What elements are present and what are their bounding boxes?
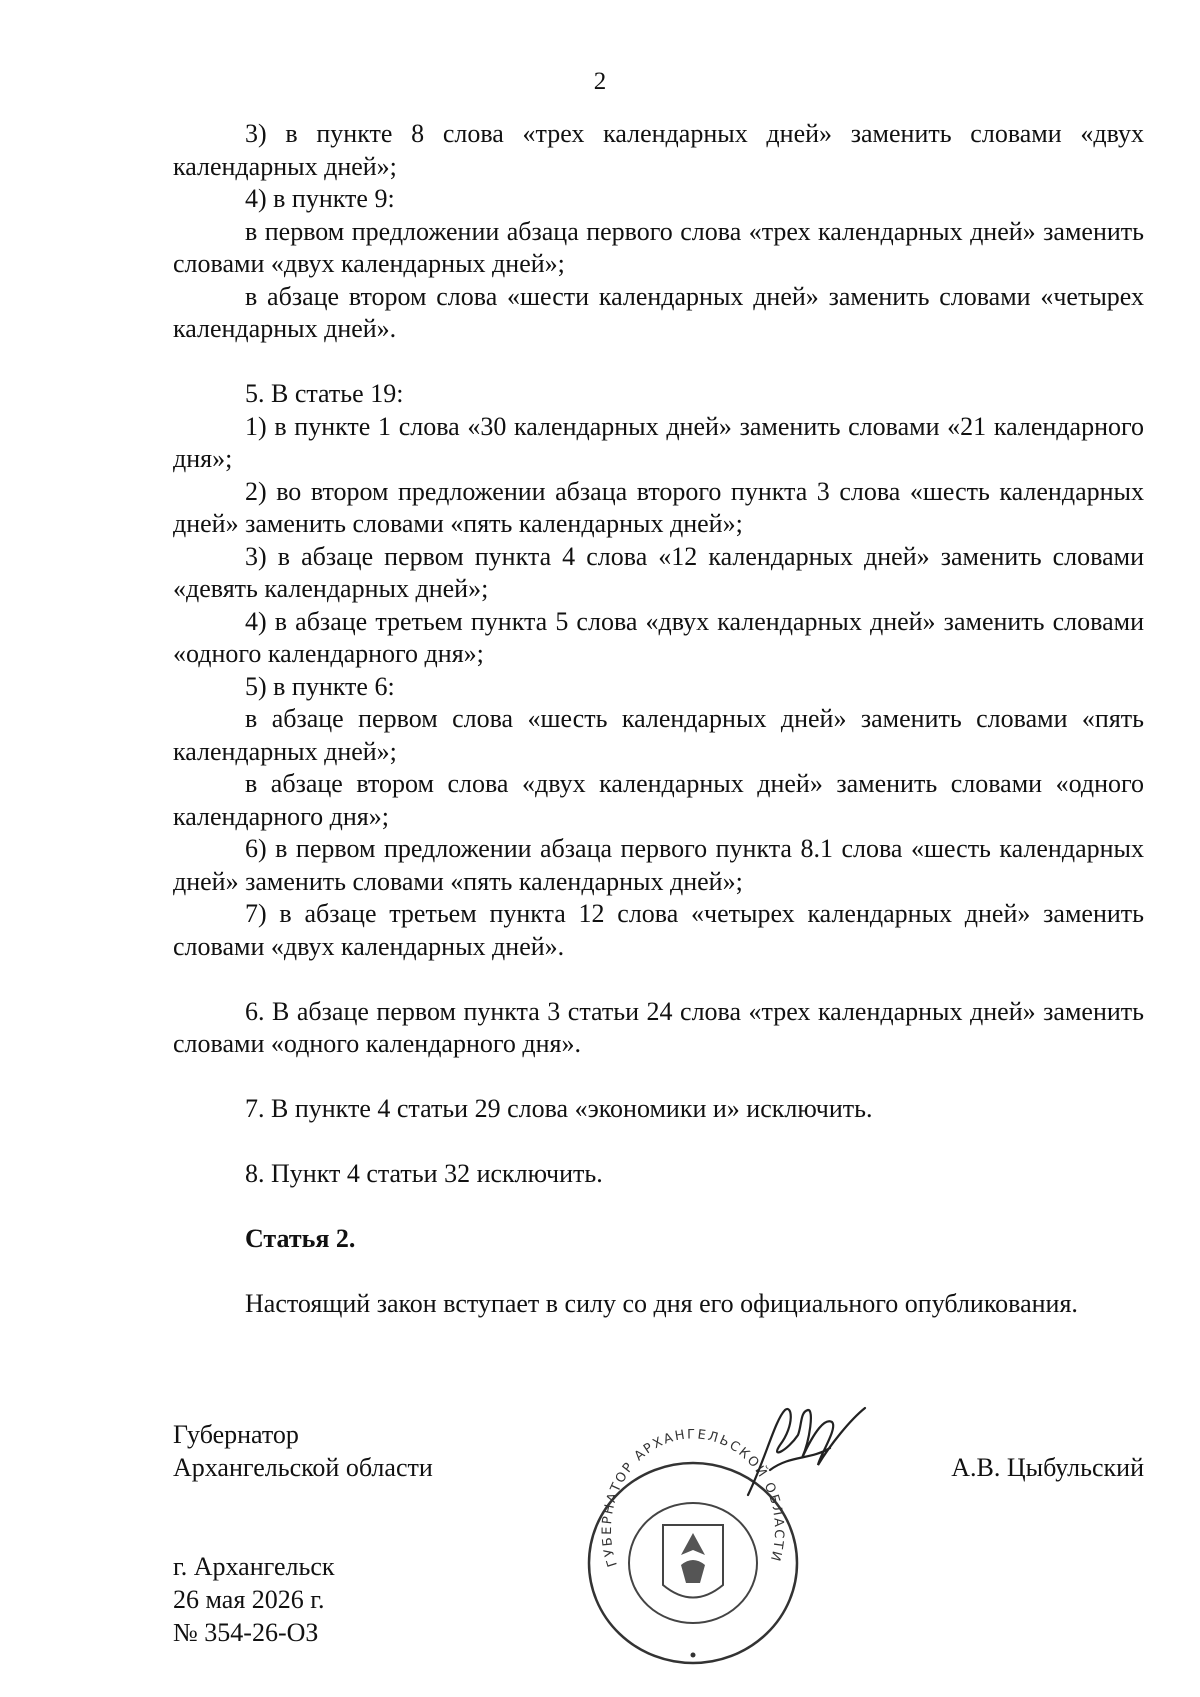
page-number: 2 <box>593 68 607 95</box>
paragraph: 7. В пункте 4 статьи 29 слова «экономики и» исключить. <box>245 1094 873 1123</box>
document-body <box>173 118 1144 1321</box>
document-date: 26 мая 2026 г. <box>173 1585 325 1614</box>
paragraph: в абзаце втором слова «двух календарных дней» заменить словами «одного календарного дня»; <box>173 769 1144 831</box>
paragraph: 6) в первом предложении абзаца первого пункта 8.1 слова «шесть календарных дней» заменить словами «пять календарных дней»; <box>173 834 1144 896</box>
signatory-title-line-1: Губернатор <box>173 1420 299 1449</box>
paragraph: 3) в пункте 8 слова «трех календарных дней» заменить словами «двух календарных дней»; <box>173 119 1144 181</box>
paragraph: 5) в пункте 6: <box>245 671 395 701</box>
paragraph: 2) во втором предложении абзаца второго пункта 3 слова «шесть календарных дней» заменить словами «пять календарных дней»; <box>173 476 1144 538</box>
paragraph: Настоящий закон вступает в силу со дня его официального опубликования. <box>245 1289 1078 1318</box>
paragraph: 7) в абзаце третьем пункта 12 слова «четырех календарных дней» заменить словами «двух календарных дней». <box>173 899 1144 961</box>
paragraph: 3) в абзаце первом пункта 4 слова «12 календарных дней» заменить словами «девять календарных дней»; <box>173 541 1144 603</box>
document-number: № 354-26-ОЗ <box>173 1618 319 1647</box>
paragraph: в абзаце втором слова «шести календарных дней» заменить словами «четырех календарных дней». <box>173 281 1144 343</box>
signatory-name: А.В. Цыбульский <box>951 1453 1144 1482</box>
paragraph: 5. В статье 19: <box>245 379 404 408</box>
signatory-title-line-2: Архангельской области <box>173 1453 433 1482</box>
paragraph: 1) в пункте 1 слова «30 календарных дней» заменить словами «21 календарного дня»; <box>173 411 1144 473</box>
paragraph: 4) в абзаце третьем пункта 5 слова «двух календарных дней» заменить словами «одного календарного дня»; <box>173 606 1144 668</box>
seal-text: ГУБЕРНАТОР АРХАНГЕЛЬСКОЙ ОБЛАСТИ <box>599 1427 787 1569</box>
place-city: г. Архангельск <box>173 1552 335 1581</box>
paragraph: 4) в пункте 9: <box>245 184 395 213</box>
paragraph: в абзаце первом слова «шесть календарных дней» заменить словами «пять календарных дней»; <box>173 704 1144 766</box>
paragraph: 6. В абзаце первом пункта 3 статьи 24 слова «трех календарных дней» заменить словами «одного календарного дня». <box>173 996 1144 1058</box>
paragraph: 8. Пункт 4 статьи 32 исключить. <box>245 1159 603 1188</box>
signatory-title <box>173 1418 433 1484</box>
paragraph: в первом предложении абзаца первого слова «трех календарных дней» заменить словами «двух календарных дней»; <box>173 216 1144 278</box>
place-date-block <box>173 1550 334 1649</box>
article-heading: Статья 2. <box>245 1224 356 1253</box>
signature-icon <box>740 1400 880 1510</box>
